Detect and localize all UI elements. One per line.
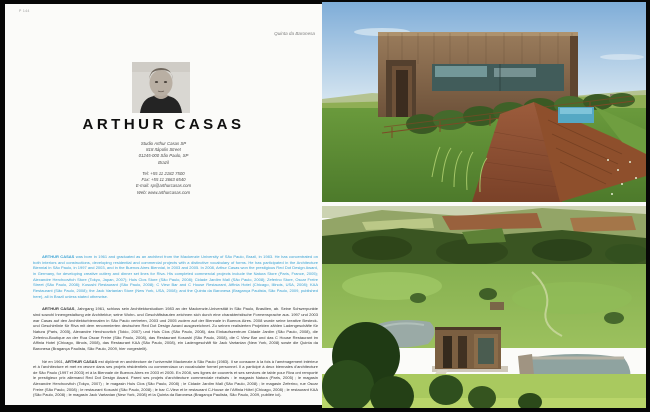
- ribbon-window: [432, 64, 564, 91]
- left-page: [5, 4, 322, 405]
- contact-line-web: Web: www.arthurcasas.com: [136, 189, 191, 195]
- bio-french-text: est diplômé en architecture de l'université Mackenzie à São Paulo (1983). Il se consacre à la fois à l'aménagement intérieur et à l'architecture et met en œuvre dans ses projets résidentiels ou commerciaux un vocabulaire formel personnel. Il a participé à deux biennales d'architecture de São Paulo (1997 et 2003) et à la Biennale de Buenos Aires en 2003 et 2005. En 2008, ses lignes de couverts et ses services de table pour Riva ont remporté le prestigieux prix allemand Red Dot Design Award. Parmi ses projets d'architecture commerciale réalisés : le magasin Natura (Paris, 2005) ; le magasin Alexandre Herchcovitch (Tokyo, 2007) ; le magasin Huis Clos (São Paulo, 2008) ; le Cidade Jardim Mall (São Paulo, 2008) ; le magasin Zeferino, rue Oscar Freire (São Paulo, 2008) ; le restaurant Kosushi (São Paulo, 2008) ; le bar C-View et le restaurant C-House de l'Affinia Hôtel (Chicago, 2008) ; le restaurant KAA (São Paulo, 2008) ; le magasin Jack Vartanian (New York, 2008) et la Quinta da Baronesa (Bragança Paulista, São Paulo, 2009, publiée ici).: [33, 358, 319, 398]
- photo-house-exterior: [322, 2, 646, 202]
- bio-french-pre: Né en 1961,: [42, 358, 66, 364]
- bio-french: [33, 359, 318, 399]
- contact-line-fax: Fax: +55 11 3663 6540: [141, 177, 186, 183]
- address-line: 01245-000 São Paulo, SP: [138, 153, 189, 159]
- bio-english: [33, 254, 318, 299]
- page-title: ARTHUR CASAS: [82, 116, 245, 133]
- address-line: Studio Arthur Casas SP: [140, 141, 187, 146]
- page-number: P 144: [19, 9, 30, 13]
- contact-line-tel: Tel: +55 11 2182 7500: [142, 171, 185, 176]
- bio-german-text: , Jahrgang 1961, schloss sein Architekturstudium 1983 an der Mackenzie-Universität in São Paulo, Brasilien, ab. Seine Schwerpunkte sind sowohl Innengestaltung wie Architektur; seine Wohn- und Geschäftsbauten zeichnen sich durch eine charakteristische Formensprache aus. 1997 und 2003 war Casas auf den Architekturbiennalen in São Paulo vertreten, 2003 und 2005 zudem auf der Biennale in Buenos Aires. 2008 wurde seine kreative Besteck- und Geschirrlinie für Riva mit dem renommierten deutschen Red Dot Design Award ausgezeichnet. Zu seinen realisierten Projekten zählen Ladengeschäfte für Natura (Paris, 2005), Alexandre Herchcovitch (Tokio, 2007) und Huis Clos (São Paulo, 2008), das Einkaufszentrum Cidade Jardim (São Paulo, 2008), die Zeferino-Boutique an der Rua Oscar Freire (São Paulo, 2008), das Restaurant Kosushi (São Paulo, 2008), die C View Bar und das C House Restaurant im Affinia Hotel (Chicago, Illinois, 2008), das Restaurant KAA (São Paulo, 2008), ein Ladengeschäft für Jack Vartanian (New York, 2008) sowie die Quinta da Baronesa (Bragança Paulista, São Paulo, 2009, hier vorgestellt).: [33, 306, 319, 351]
- address-line: Brazil: [158, 159, 169, 165]
- biography-column: [33, 254, 318, 405]
- address-line: 818 Itápolis Street: [146, 147, 181, 153]
- running-header: Quinta da Baronesa: [274, 31, 315, 36]
- field-hut: [490, 302, 504, 310]
- house-exterior-illustration: [322, 2, 646, 202]
- contact-line-email: E-mail: sp@arthurcasas.com: [135, 183, 192, 189]
- address-block: [5, 141, 322, 166]
- right-page: [322, 2, 646, 408]
- bio-german-lead: ARTHUR CASAS: [42, 306, 75, 312]
- portrait-illustration: [132, 62, 190, 113]
- bio-german: [33, 306, 318, 351]
- bio-english-text: was born in 1961 and graduated as an architect from the Mackenzie University of São Paulo, Brazil, in 1983. He has concentrated on both interiors and constructions, developing residential and commercial projects with a distinctive vocabulary of forms. He has participated in the Architecture Biennial in São Paulo, in 1997 and 2003, and in the Buenos Aires Biennial, in 2003 and 2005. In 2008, Arthur Casas won the prestigious Red Dot Design Award, in Germany, for developing creative cutlery and dinner set lines for Riva. His completed commercial projects include the Natura Store (Paris, France, 2005); Alexandre Herchcovitch Store (Tokyo, Japan, 2007); Huis Clos Store (São Paulo, 2008); Cidade Jardim Mall (São Paulo, 2008); Zeferino Store, Oscar Freire Street (São Paulo, 2008); Kosushi Restaurant (São Paulo, 2008); C View Bar and C House Restaurant, Affinia Hotel (Chicago, Illinois, USA, 2008); KAA Restaurant (São Paulo, 2008); the Jack Vartanian Store (New York, USA, 2008); and the Quinta da Baronesa (Bragança Paulista, São Paulo, 2009, published here), all in Brazil unless stated otherwise.: [33, 254, 318, 299]
- contact-block: [5, 171, 322, 196]
- landscape-illustration: [322, 206, 646, 408]
- bio-english-lead: ARTHUR CASAS: [42, 254, 75, 259]
- photo-landscape-aerial: [322, 206, 646, 408]
- portrait-photo: [132, 62, 190, 113]
- bio-french-lead: ARTHUR CASAS: [65, 358, 98, 364]
